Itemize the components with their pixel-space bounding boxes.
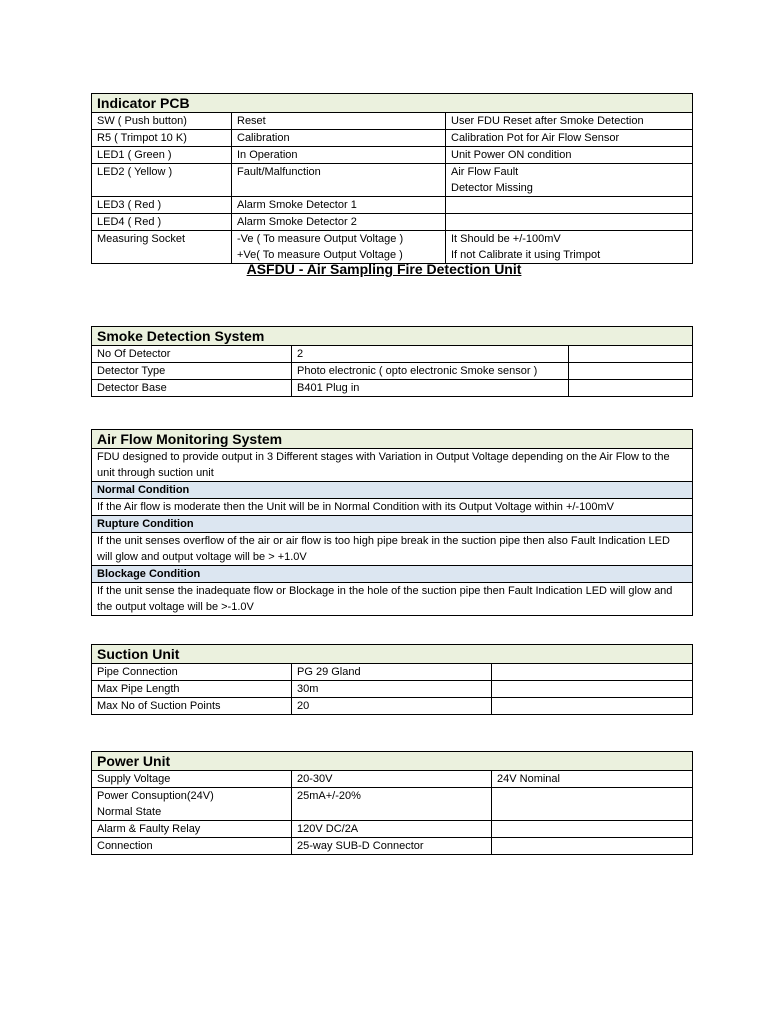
power-unit-table (91, 751, 693, 855)
air-flow-title: Air Flow Monitoring System (92, 430, 693, 449)
table-cell: Unit Power ON condition (446, 147, 693, 164)
table-cell: 24V Nominal (492, 771, 693, 788)
table-cell: Max Pipe Length (92, 681, 292, 698)
table-cell: In Operation (232, 147, 446, 164)
normal-condition-heading: Normal Condition (92, 482, 693, 499)
table-cell (492, 788, 693, 821)
cell-line: It Should be +/-100mV (451, 233, 561, 245)
table-cell (569, 363, 693, 380)
table-cell (492, 681, 693, 698)
table-cell: Photo electronic ( opto electronic Smoke sensor ) (292, 363, 569, 380)
table-row (92, 363, 693, 380)
table-row (92, 698, 693, 715)
suction-unit-table (91, 644, 693, 715)
table-cell: B401 Plug in (292, 380, 569, 397)
table-cell (446, 197, 693, 214)
cell-line: -Ve ( To measure Output Voltage ) (237, 233, 404, 245)
table-cell: No Of Detector (92, 346, 292, 363)
blockage-condition-heading: Blockage Condition (92, 566, 693, 583)
table-cell (569, 380, 693, 397)
table-row (92, 113, 693, 130)
table-cell: LED3 ( Red ) (92, 197, 232, 214)
table-cell: Max No of Suction Points (92, 698, 292, 715)
table-cell: Supply Voltage (92, 771, 292, 788)
cell-line: If not Calibrate it using Trimpot (451, 249, 601, 261)
table-cell: 25mA+/-20% (292, 788, 492, 821)
table-cell (492, 838, 693, 855)
table-cell: User FDU Reset after Smoke Detection (446, 113, 693, 130)
table-row (92, 681, 693, 698)
table-row (92, 583, 693, 616)
table-row (92, 449, 693, 482)
cell-line: Air Flow Fault (451, 166, 519, 178)
indicator-pcb-title: Indicator PCB (92, 94, 693, 113)
document-heading: ASFDU - Air Sampling Fire Detection Unit (246, 261, 522, 277)
table-cell: Fault/Malfunction (232, 164, 446, 197)
table-row (92, 130, 693, 147)
table-cell (492, 821, 693, 838)
table-cell: 25-way SUB-D Connector (292, 838, 492, 855)
table-row (92, 533, 693, 566)
table-cell: Reset (232, 113, 446, 130)
table-row (92, 821, 693, 838)
table-row (92, 346, 693, 363)
table-cell (492, 698, 693, 715)
table-row (92, 147, 693, 164)
table-cell: Calibration Pot for Air Flow Sensor (446, 130, 693, 147)
table-row (92, 664, 693, 681)
table-cell: 20-30V (292, 771, 492, 788)
table-cell: 120V DC/2A (292, 821, 492, 838)
table-cell: Alarm Smoke Detector 1 (232, 197, 446, 214)
rupture-condition-heading: Rupture Condition (92, 516, 693, 533)
cell-line: Power Consuption(24V) (97, 790, 214, 802)
table-cell: R5 ( Trimpot 10 K) (92, 130, 232, 147)
table-cell (446, 231, 693, 264)
air-flow-intro: FDU designed to provide output in 3 Different stages with Variation in Output Voltage depending on the Air Flow to the unit through suction unit (92, 449, 693, 482)
table-cell: Pipe Connection (92, 664, 292, 681)
table-cell: 30m (292, 681, 492, 698)
table-cell: Detector Base (92, 380, 292, 397)
table-row (92, 566, 693, 583)
table-row (92, 771, 693, 788)
table-cell: LED4 ( Red ) (92, 214, 232, 231)
table-cell (492, 664, 693, 681)
smoke-detection-title: Smoke Detection System (92, 327, 693, 346)
table-cell: SW ( Push button) (92, 113, 232, 130)
table-cell: 20 (292, 698, 492, 715)
table-cell: LED2 ( Yellow ) (92, 164, 232, 197)
table-row (92, 482, 693, 499)
table-row (92, 164, 693, 197)
table-cell: PG 29 Gland (292, 664, 492, 681)
table-cell: 2 (292, 346, 569, 363)
table-cell: Alarm & Faulty Relay (92, 821, 292, 838)
table-cell (232, 231, 446, 264)
cell-line: +Ve( To measure Output Voltage ) (237, 249, 403, 261)
table-cell: Detector Type (92, 363, 292, 380)
cell-line: Detector Missing (451, 182, 533, 194)
table-cell: Calibration (232, 130, 446, 147)
table-cell: Measuring Socket (92, 231, 232, 264)
table-row (92, 499, 693, 516)
table-cell: LED1 ( Green ) (92, 147, 232, 164)
air-flow-table (91, 429, 693, 616)
table-row (92, 838, 693, 855)
blockage-condition-text: If the unit sense the inadequate flow or Blockage in the hole of the suction pipe then Fault Indication LED will glow and the output voltage will be >-1.0V (92, 583, 693, 616)
table-cell: Alarm Smoke Detector 2 (232, 214, 446, 231)
indicator-pcb-table (91, 93, 693, 264)
table-row (92, 197, 693, 214)
table-cell (446, 164, 693, 197)
table-row (92, 516, 693, 533)
suction-unit-title: Suction Unit (92, 645, 693, 664)
table-cell (446, 214, 693, 231)
table-row (92, 231, 693, 264)
table-cell (92, 788, 292, 821)
table-row (92, 788, 693, 821)
table-cell: Connection (92, 838, 292, 855)
table-row (92, 214, 693, 231)
smoke-detection-table (91, 326, 693, 397)
cell-line: Normal State (97, 806, 162, 818)
rupture-condition-text: If the unit senses overflow of the air or air flow is too high pipe break in the suction pipe then also Fault Indication LED will glow and output voltage will be > +1.0V (92, 533, 693, 566)
table-cell (569, 346, 693, 363)
table-row (92, 380, 693, 397)
power-unit-title: Power Unit (92, 752, 693, 771)
normal-condition-text: If the Air flow is moderate then the Unit will be in Normal Condition with its Output Voltage within +/-100mV (92, 499, 693, 516)
